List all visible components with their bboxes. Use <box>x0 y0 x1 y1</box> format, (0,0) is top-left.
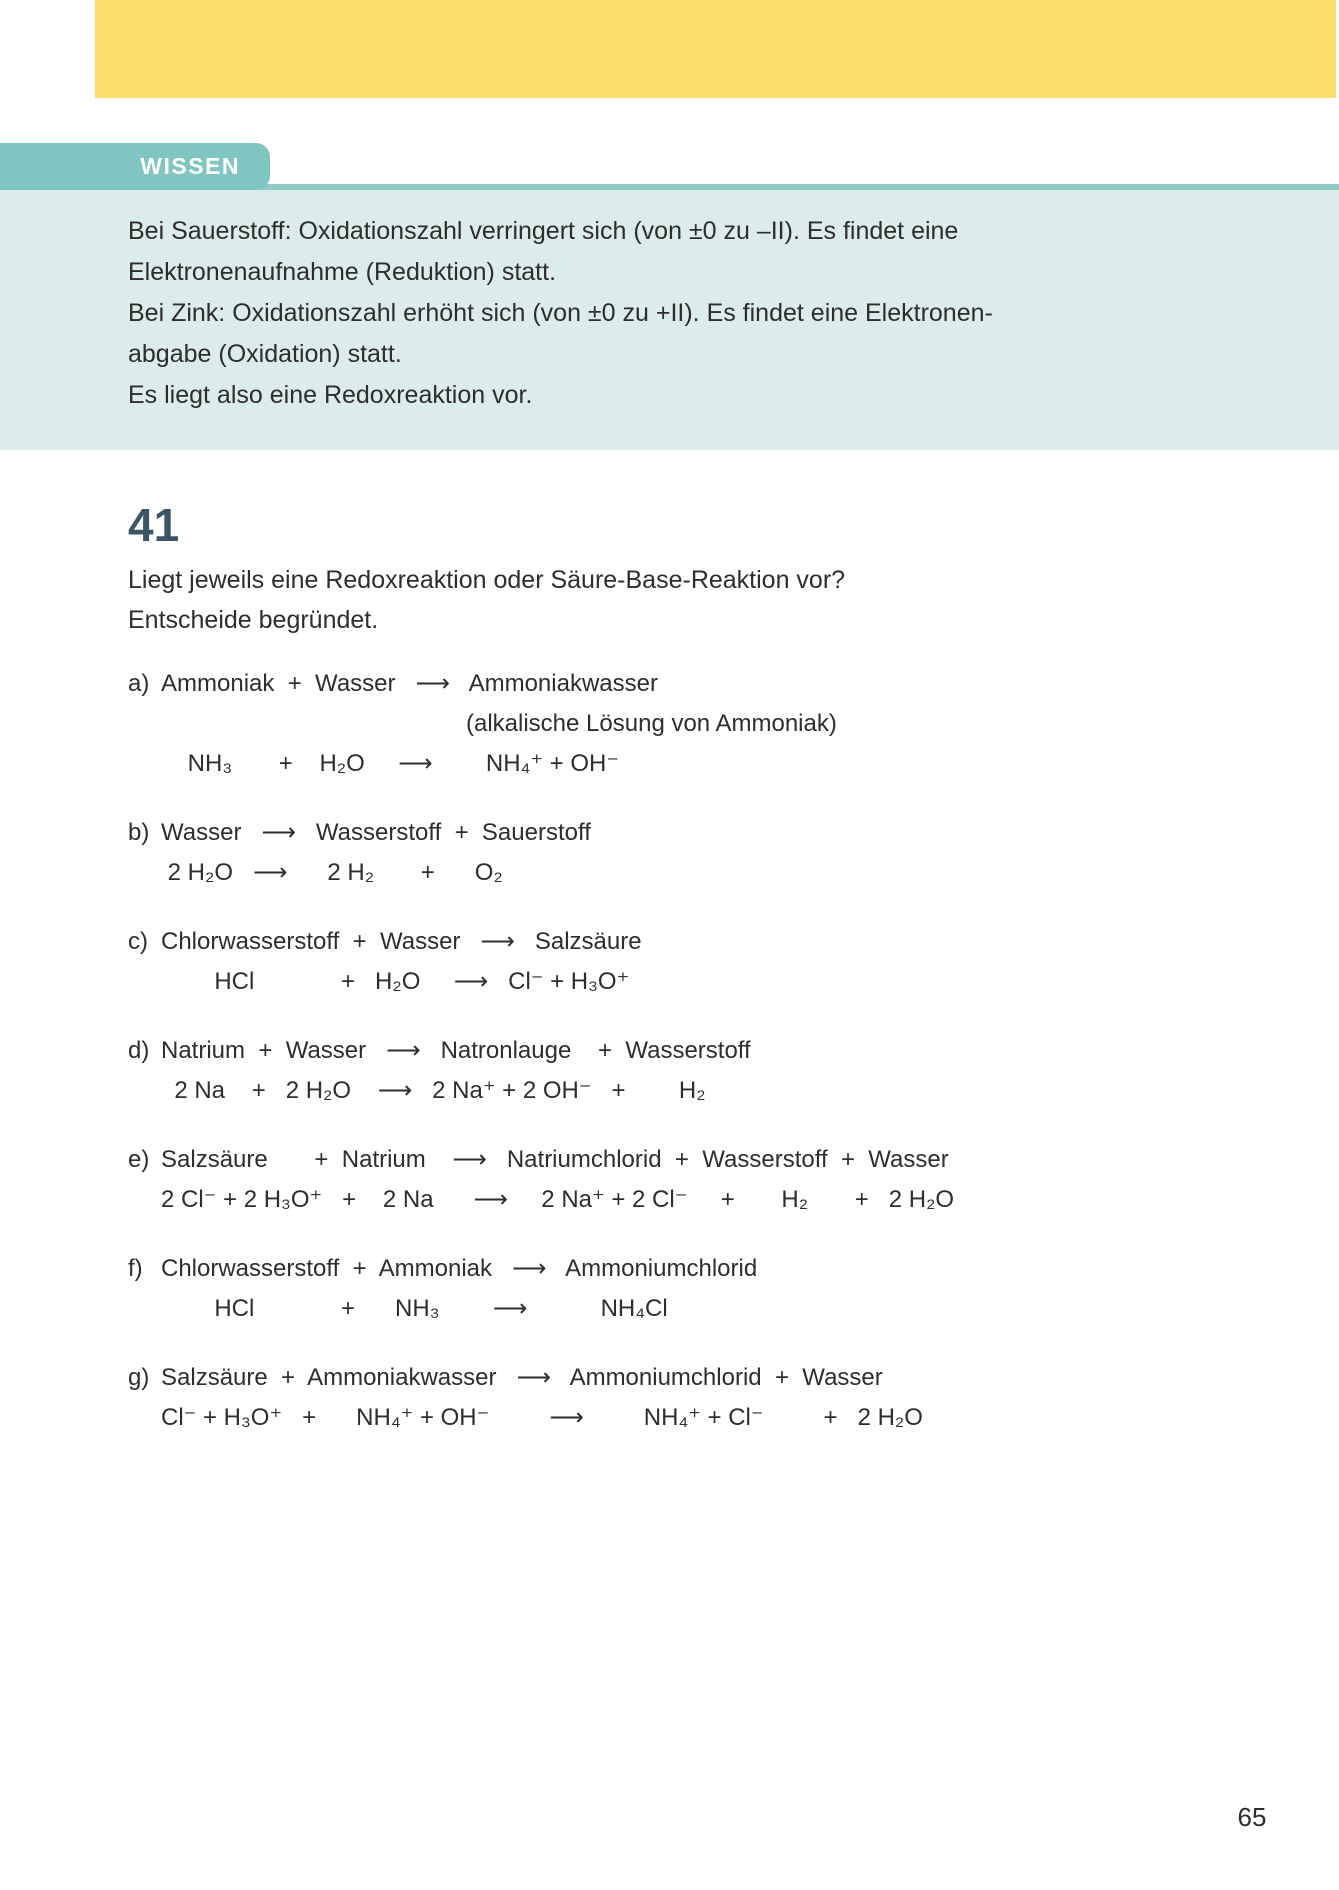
item-label: b) <box>128 819 150 846</box>
reaction-formula-line: 2 Na + 2 H₂O ⟶ 2 Na⁺ + 2 OH⁻ + H₂ <box>161 1077 706 1104</box>
knowledge-line: abgabe (Oxidation) statt. <box>128 340 402 368</box>
reaction-formula-line: HCl + NH₃ ⟶ NH₄Cl <box>161 1295 668 1322</box>
knowledge-line: Bei Sauerstoff: Oxidationszahl verringert sich (von ±0 zu –II). Es findet eine <box>128 217 959 245</box>
reaction-item-d <box>128 1031 1289 1111</box>
reaction-formula-line: Cl⁻ + H₃O⁺ + NH₄⁺ + OH⁻ ⟶ NH₄⁺ + Cl⁻ + 2 H₂O <box>161 1404 923 1431</box>
reaction-names-line: Chlorwasserstoff + Ammoniak ⟶ Ammoniumchlorid <box>161 1255 758 1282</box>
knowledge-text <box>0 190 1339 416</box>
page-number: 65 <box>1237 1802 1267 1832</box>
reaction-item-a <box>128 664 1289 784</box>
reaction-formula-line: 2 Cl⁻ + 2 H₃O⁺ + 2 Na ⟶ 2 Na⁺ + 2 Cl⁻ + H₂ + 2 H₂O <box>161 1186 955 1213</box>
item-label: g) <box>128 1364 150 1391</box>
wissen-tag-label: WISSEN <box>140 153 240 179</box>
item-label: d) <box>128 1037 150 1064</box>
knowledge-box <box>0 184 1339 450</box>
reaction-formula-line: 2 H₂O ⟶ 2 H₂ + O₂ <box>161 859 503 886</box>
exercise-number: 41 <box>128 499 180 551</box>
item-label: c) <box>128 928 148 955</box>
reaction-names-line: Salzsäure + Ammoniakwasser ⟶ Ammoniumchlorid + Wasser <box>161 1364 883 1391</box>
question-line: Liegt jeweils eine Redoxreaktion oder Säure-Base-Reaktion vor? <box>128 566 846 594</box>
knowledge-line: Elektronenaufnahme (Reduktion) statt. <box>128 258 557 286</box>
exercise-41 <box>128 500 1289 1467</box>
item-label: e) <box>128 1146 150 1173</box>
question-line: Entscheide begründet. <box>128 606 379 634</box>
reaction-item-b <box>128 813 1289 893</box>
knowledge-line: Bei Zink: Oxidationszahl erhöht sich (von ±0 zu +II). Es findet eine Elektronen- <box>128 299 993 327</box>
reaction-item-e <box>128 1140 1289 1220</box>
reaction-item-c <box>128 922 1289 1002</box>
wissen-tag <box>0 143 270 190</box>
reaction-names-line: Ammoniak + Wasser ⟶ Ammoniakwasser <box>161 670 658 697</box>
reaction-names-line: Salzsäure + Natrium ⟶ Natriumchlorid + Wasserstoff + Wasser <box>161 1146 949 1173</box>
item-label: a) <box>128 670 150 697</box>
reaction-formula-line: NH₃ + H₂O ⟶ NH₄⁺ + OH⁻ <box>161 750 620 777</box>
item-label: f) <box>128 1255 143 1282</box>
reaction-names-line: Chlorwasserstoff + Wasser ⟶ Salzsäure <box>161 928 642 955</box>
reaction-note-line: (alkalische Lösung von Ammoniak) <box>466 710 837 737</box>
knowledge-line: Es liegt also eine Redoxreaktion vor. <box>128 381 533 409</box>
reaction-names-line: Wasser ⟶ Wasserstoff + Sauerstoff <box>161 819 591 846</box>
reaction-item-f <box>128 1249 1289 1329</box>
reaction-names-line: Natrium + Wasser ⟶ Natronlauge + Wasserstoff <box>161 1037 751 1064</box>
exercise-question <box>128 560 1289 640</box>
chapter-color-banner <box>95 0 1336 98</box>
reaction-item-g <box>128 1358 1289 1438</box>
reaction-formula-line: HCl + H₂O ⟶ Cl⁻ + H₃O⁺ <box>161 968 630 995</box>
